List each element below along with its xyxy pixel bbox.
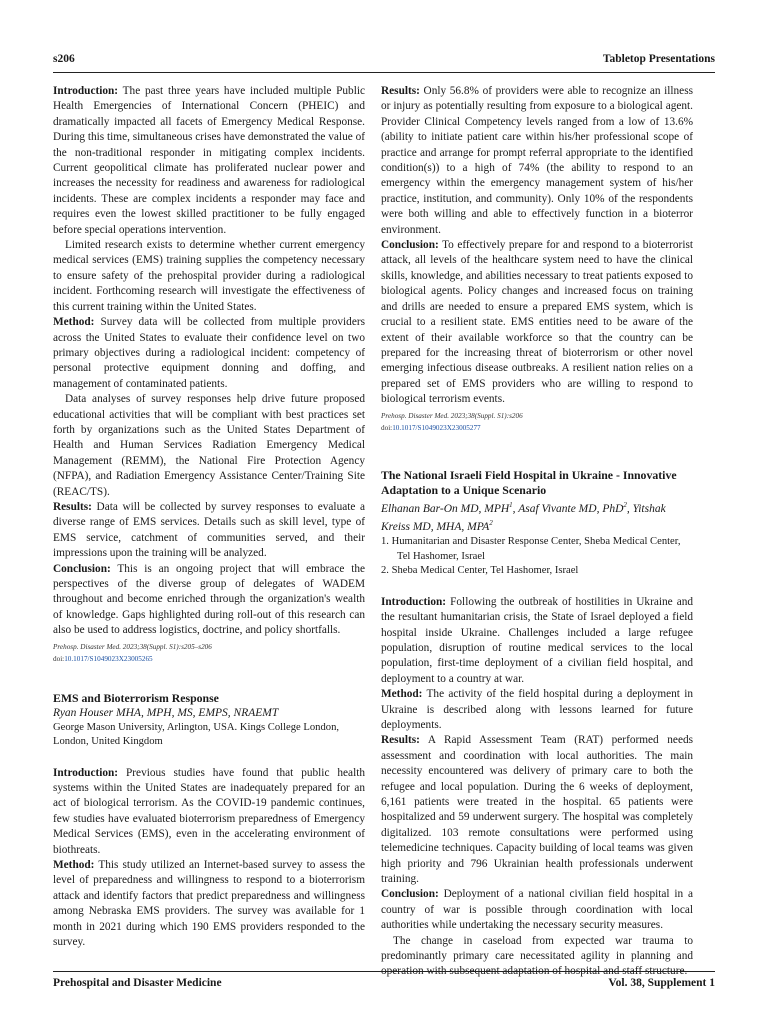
conclusion-label: Conclusion:: [53, 562, 111, 575]
conclusion-text: To effectively prepare for and respond to a bioterrorist attack, all levels of the healthcare system need to have the clinical skills, knowledge, and abilities necessary to treat patients exposed to biological agents. Policy changes and increased focus on training and drills are needed to ensure a prepared EMS system, which is crucial to a resilient state. EMS entities need to be aware of the extent of their available workforce so that the country can be prepared for the increasing threat of bioterrorism or other novel emerging infectious disease outbreaks. A resilient nation relies on a prepared set of EMS providers who are willing to respond to biological terrorism events.: [381, 239, 693, 406]
method-paragraph: [381, 687, 693, 733]
conclusion-paragraph: [381, 887, 693, 933]
doi-prefix: doi:: [381, 423, 393, 432]
method-label: Method:: [381, 688, 423, 701]
intro-paragraph: [381, 595, 693, 687]
results-text: Only 56.8% of providers were able to recognize an illness or injury as potentially resulting from exposure to a biological agent. Provider Clinical Competency levels ranged from a low of 13.6% (ability to initiate patient care within his/her professional scope of practice and arrange for prompt referral appropriate to the identified condition(s)) to a high of 74% (the ability to respond to an emergency within the emergency management system of his/her practice, institution, and community). Only 10% of the respondents were both willing and able to effectively function in a bioterror environment.: [381, 85, 693, 236]
results-text: Data will be collected by survey responses to evaluate a diverse range of EMS services. Details such as skill level, type of EMS service, catchment of communities served, and their impressions upon the training will be analyzed.: [53, 500, 365, 560]
method-text: This study utilized an Internet-based survey to assess the level of preparedness and willingness to respond to a bioterrorism attack and identify factors that predict preparedness and willingness among Nebraska EMS providers. The survey was available for 1 month in 2021 during which 190 EMS providers responded to the survey.: [53, 859, 365, 949]
method-paragraph: [53, 858, 365, 950]
author-3: Yitshak Kreiss MD, MHA, MPA: [381, 502, 666, 534]
conclusion-label: Conclusion:: [381, 888, 439, 901]
method-text: The activity of the field hospital during a deployment in Ukraine is described along with lessons learned for future deployments.: [381, 688, 693, 731]
intro-text: Following the outbreak of hostilities in Ukraine and the resultant humanitarian crisis, the State of Israel deployed a field hospital inside Ukraine. Challenges included a large refugee population, disruption of routine medical services to the local population, first-time deployment of a civilian field hospital, and deployment to a country at war.: [381, 595, 694, 685]
results-paragraph: [381, 733, 693, 887]
author-2-affil: 2: [623, 500, 627, 509]
abstract-bioterrorism: [53, 691, 365, 951]
intro-label: Introduction:: [381, 595, 447, 608]
abstract-bioterrorism-continued: [381, 84, 693, 434]
journal-name: Prehospital and Disaster Medicine: [53, 977, 222, 989]
volume-info: Vol. 38, Supplement 1: [608, 977, 715, 989]
conclusion-text: This is an ongoing project that will embrace the perspectives of the diverse group of delegates of WADEM throughout and become enriched through the organization's wealth of knowledge. Gaps highlighted during roll-out of this research can also be used to address logistics, doctrine, and policy shortfalls.: [53, 562, 366, 637]
conclusion-paragraph: [53, 562, 365, 639]
conclusion-paragraph: [381, 238, 693, 407]
author-1: Elhanan Bar-On MD, MPH: [381, 502, 510, 515]
header-rule: [53, 72, 715, 73]
doi-link[interactable]: 10.1017/S1049023X23005265: [64, 654, 153, 663]
doi-link[interactable]: 10.1017/S1049023X23005277: [392, 423, 481, 432]
method-text: Survey data will be collected from multiple providers across the United States to evaluate their confidence level on two primary objectives during a radiological incident: competency of personal protective equipment donning and doffing, and management of contaminated patients.: [53, 316, 365, 390]
method-label: Method:: [53, 316, 95, 329]
page-number: s206: [53, 53, 75, 65]
affiliation: George Mason University, Arlington, USA. Kings College London, London, United Kingdom: [53, 721, 340, 748]
results-label: Results:: [381, 85, 420, 97]
conclusion-text: Deployment of a national civilian field hospital in a country of war is possible through coordination with local authorities while undertaking the necessary security measures.: [381, 888, 693, 932]
right-column: [381, 84, 693, 980]
doi-prefix: doi:: [53, 654, 65, 663]
method-paragraph: [53, 315, 365, 392]
abstract-title: EMS and Bioterrorism Response: [53, 690, 219, 705]
citation: Prehosp. Disaster Med. 2023;38(Suppl. S1):s206: [381, 411, 523, 420]
section-title: Tabletop Presentations: [602, 53, 715, 65]
author-2: Asaf Vivante MD, PhD: [518, 502, 624, 515]
method-paragraph-2: Data analyses of survey responses help drive future proposed educational activities that will be compliant with best practices set forth by organizations such as the United States Department of Health and Human Services Radiation Emergency Medical Management (REMM), the National Fire Protection Agency (NFPA), and Radiation Emergency Assistance Center/Training Site (REAC/TS).: [53, 393, 365, 498]
author-3-affil: 2: [489, 519, 493, 528]
authors: Elhanan Bar-On MD, MPH$^1$, Asaf Vivante MD, PhD$^2$, Yitshak Kreiss MD, MHA, MPA$^2$: [381, 500, 666, 534]
abstract-field-hospital: [381, 468, 693, 980]
intro-label: Introduction:: [53, 85, 119, 97]
doi-line: [53, 653, 365, 665]
left-column: [53, 84, 365, 951]
intro-paragraph-2: Limited research exists to determine whether current emergency medical services (EMS) training supplies the competency necessary to ensure safety of the prehospital provider during a radiological incident. Forthcoming research will investigate the effectiveness of this current training within the United States.: [53, 239, 365, 313]
doi-line: [381, 422, 693, 434]
affiliation-list: [381, 535, 693, 579]
intro-text: Previous studies have found that public health systems within the United States are inadequately prepared for an act of biological terrorism. As the COVID-19 pandemic continues, few studies have evaluated bioterrorism preparedness of Emergency Medical Services (EMS), even in the accelerating environment of biothreats.: [53, 766, 365, 856]
authors: Ryan Houser MHA, MPH, MS, EMPS, NRAEMT: [53, 706, 279, 719]
abstract-title: The National Israeli Field Hospital in Ukraine - Innovative Adaptation to a Unique Scenario: [381, 467, 677, 497]
conclusion-label: Conclusion:: [381, 239, 439, 252]
results-label: Results:: [381, 734, 420, 747]
results-label: Results:: [53, 500, 92, 513]
method-label: Method:: [53, 859, 95, 872]
results-paragraph: [381, 84, 693, 238]
results-text: A Rapid Assessment Team (RAT) performed needs assessment and coordination with local authorities. The main necessity encountered was delivery of primary care to both the refugee and local population. During the 6 weeks of deployment, 6,161 patients were treated in the hospital. 65 patients were hospitalized and 59 underwent surgery. The hospital was completely digitalized. 103 remote consultations were performed using telemedicine techniques. Capacity building of local teams was given high priority and 796 Ukrainian health professionals underwent training.: [381, 734, 694, 885]
conclusion-paragraph-2: The change in caseload from expected war trauma to predominantly primary care necessitated agility in planning and operation with subsequent adaptation of hospital and staff structure.: [381, 934, 693, 978]
author-1-affil: 1: [509, 500, 513, 509]
footer-rule: [53, 971, 715, 972]
intro-paragraph: [53, 766, 365, 858]
intro-paragraph: [53, 84, 365, 238]
affiliation-item: 2. Sheba Medical Center, Tel Hashomer, Israel: [381, 565, 579, 577]
citation: Prehosp. Disaster Med. 2023;38(Suppl. S1):s205–s206: [53, 642, 212, 651]
results-paragraph: [53, 500, 365, 562]
intro-label: Introduction:: [53, 766, 119, 779]
affiliation-item: 1. Humanitarian and Disaster Response Center, Sheba Medical Center, Tel Hashomer, Israel: [381, 536, 681, 562]
abstract-radiological: [53, 84, 365, 665]
intro-text: The past three years have included multiple Public Health Emergencies of International Concern (PHEIC) and dramatically impacted all facets of Emergency Medical Response. During this time, simultaneous crises have demonstrated the value of the non-traditional responder in mitigating complex incidents. Current geopolitical climate has proliferated nuclear power and increases the necessity for readiness and awareness for radiological incidents. These are complex incidents a responder may face and requires even the lowest skilled practitioner to be fully engaged before special operations intervention.: [53, 85, 365, 236]
